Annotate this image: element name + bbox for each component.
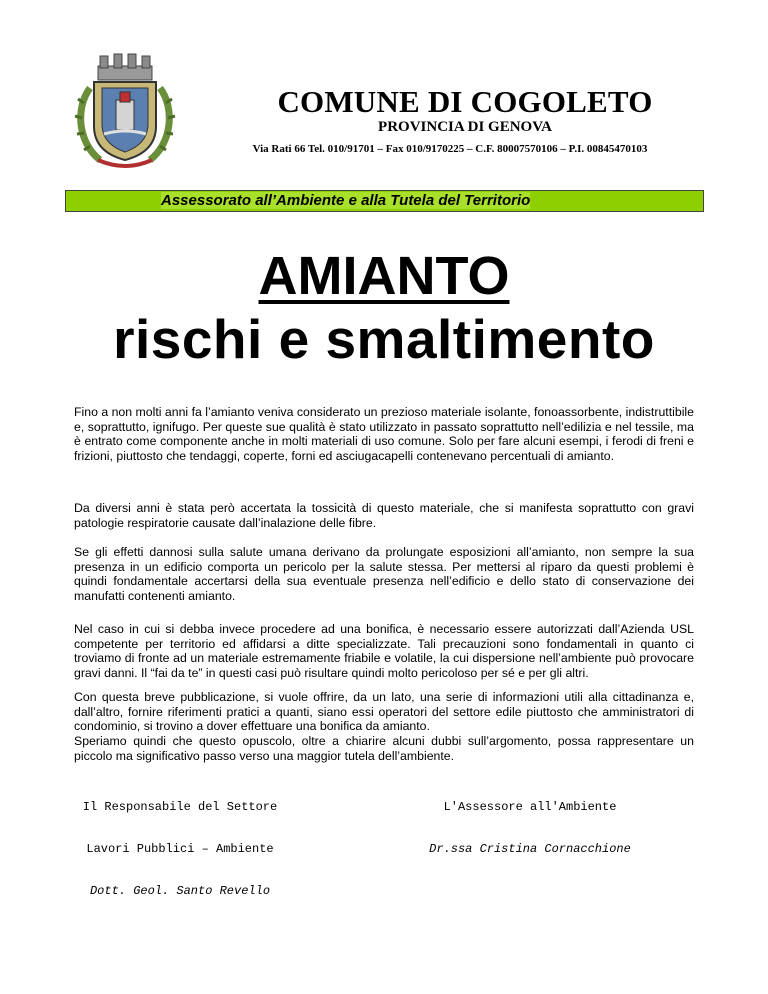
department-banner-text: Assessorato all’Ambiente e alla Tutela del Territorio bbox=[161, 192, 531, 209]
body-paragraph: Speriamo quindi che questo opuscolo, oltre a chiarire alcuni dubbi sull’argomento, possa rappresentare un piccolo ma significativo passo verso una maggior tutela dell’ambiente. bbox=[74, 734, 694, 763]
headline-subtitle: rischi e smaltimento bbox=[113, 308, 655, 370]
department-banner bbox=[65, 190, 704, 212]
body-paragraph: Se gli effetti dannosi sulla salute umana derivano da prolungate esposizioni all’amianto, non sempre la sua presenza in un edificio comporta un pericolo per la salute stessa. Per mettersi al riparo da questi problemi è quindi fondamentale accertarsi della sua eventuale presenza nell’edificio e dello stato di conservazione dei manufatti contenenti amianto. bbox=[74, 545, 694, 604]
body-paragraph: Fino a non molti anni fa l’amianto veniva considerato un prezioso materiale isolante, fonoassorbente, indistruttibile e, soprattutto, ignifugo. Per queste sue qualità è stato utilizzato in passato soprattutto nell’edilizia e nel tessile, ma è entrato come componente anche in molti materiali di uso comune. Solo per fare alcuni esempi, i ferodi di freni e frizioni, piuttosto che tendaggi, coperte, forni ed asciugacapelli contenevano percentuali di amianto. bbox=[74, 405, 694, 464]
headline-title: AMIANTO bbox=[258, 246, 510, 306]
signature-right-name: Dr.ssa Cristina Cornacchione bbox=[429, 842, 631, 856]
address-line: Via Rati 66 Tel. 010/91701 – Fax 010/9170225 – C.F. 80007570106 – P.I. 00845470103 bbox=[252, 143, 648, 155]
signature-left-role: Il Responsabile del Settore bbox=[82, 800, 278, 814]
signature-left-name: Dott. Geol. Santo Revello bbox=[89, 884, 271, 898]
municipality-title: COMUNE DI COGOLETO bbox=[277, 84, 653, 119]
signature-right bbox=[410, 772, 650, 870]
signature-left-department: Lavori Pubblici – Ambiente bbox=[86, 842, 274, 856]
body-paragraph: Nel caso in cui si debba invece procedere ad una bonifica, è necessario essere autorizzati dall’Azienda USL competente per territorio ed affidarsi a ditte specializzate. Tali precauzioni sono fondamentali in quanto ci troviamo di fronte ad un materiale estremamente friabile e volatile, la cui dispersione nell’ambiente può provocare gravi danni. Il “fai da te” in questi casi può risultare quindi molto pericoloso per sé e per gli altri. bbox=[74, 622, 694, 681]
province-subtitle: PROVINCIA DI GENOVA bbox=[378, 119, 552, 135]
signature-left bbox=[70, 772, 290, 912]
body-paragraph: Da diversi anni è stata però accertata la tossicità di questo materiale, che si manifesta soprattutto con gravi patologie respiratorie causate dall’inalazione delle fibre. bbox=[74, 501, 694, 530]
signature-right-role: L'Assessore all'Ambiente bbox=[443, 800, 617, 814]
body-paragraph: Con questa breve pubblicazione, si vuole offrire, da un lato, una serie di informazioni utili alla cittadinanza e, dall’altro, fornire riferimenti pratici a quanti, siano essi operatori del settore edile piuttosto che amministratori di condominio, si trovino a dover effettuare una bonifica da amianto. bbox=[74, 690, 694, 734]
